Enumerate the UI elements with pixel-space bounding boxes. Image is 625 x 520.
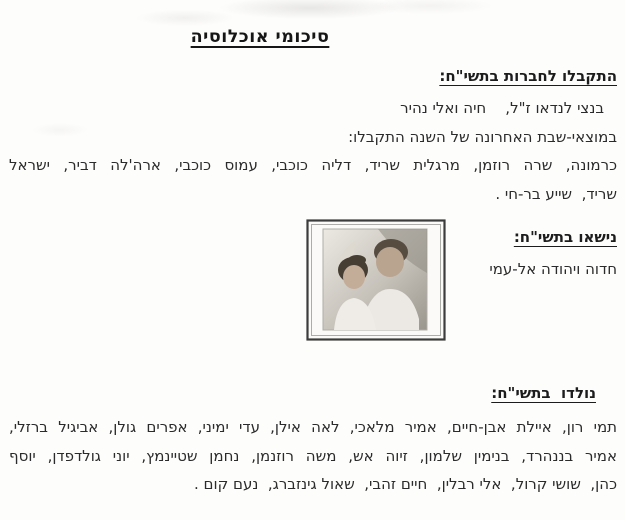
page-title: סיכומי אוכלוסיה <box>190 27 330 47</box>
married-heading: נישאו בתשי"ח: <box>513 228 617 246</box>
section-accepted-members <box>9 66 617 208</box>
accepted-names-line-2: שריד, שייע בר-חי . <box>495 184 617 203</box>
married-names: חדוה ויהודה אל-עמי <box>489 260 617 278</box>
photo-image <box>323 229 427 330</box>
accepted-members-line: בנצי לנדאו ז"ל, חיה ואלי נהיר <box>400 99 604 117</box>
accepted-heading: התקבלו לחברות בתשי"ח: <box>439 67 617 85</box>
born-names-line-2: אמיר בננהרד, בנימין שלמון, זיוה אש, משה רוזנמן, נחמן שטיינמץ, יוני גולדפדן, יוסף <box>9 446 617 465</box>
accepted-names-line-1: כרמונה, שרה רוזמן, מרגלית שריד, דליה כוכבי, עמוס כוכבי, ארה'לה דביר, ישראל <box>9 156 617 174</box>
born-names-line-1: תמי רון, איילת אבן-חיים, אמיר מלאכי, לאה אילן, עדי ימיני, אפרים גולן, אביגיל ברזלי, <box>9 418 617 436</box>
born-names-line-3: כהן, שושי קרול, אלי רבלין, חיים זהבי, שאול גינזברג, נעם קום . <box>194 475 617 493</box>
wedding-couple-photo <box>306 219 446 341</box>
born-heading: נולדו בתשי"ח: <box>491 384 596 402</box>
section-married <box>437 227 617 284</box>
accepted-intro-line: במוצאי-שבת האחרונה של השנה התקבלו: <box>348 127 617 146</box>
section-born <box>9 383 617 499</box>
